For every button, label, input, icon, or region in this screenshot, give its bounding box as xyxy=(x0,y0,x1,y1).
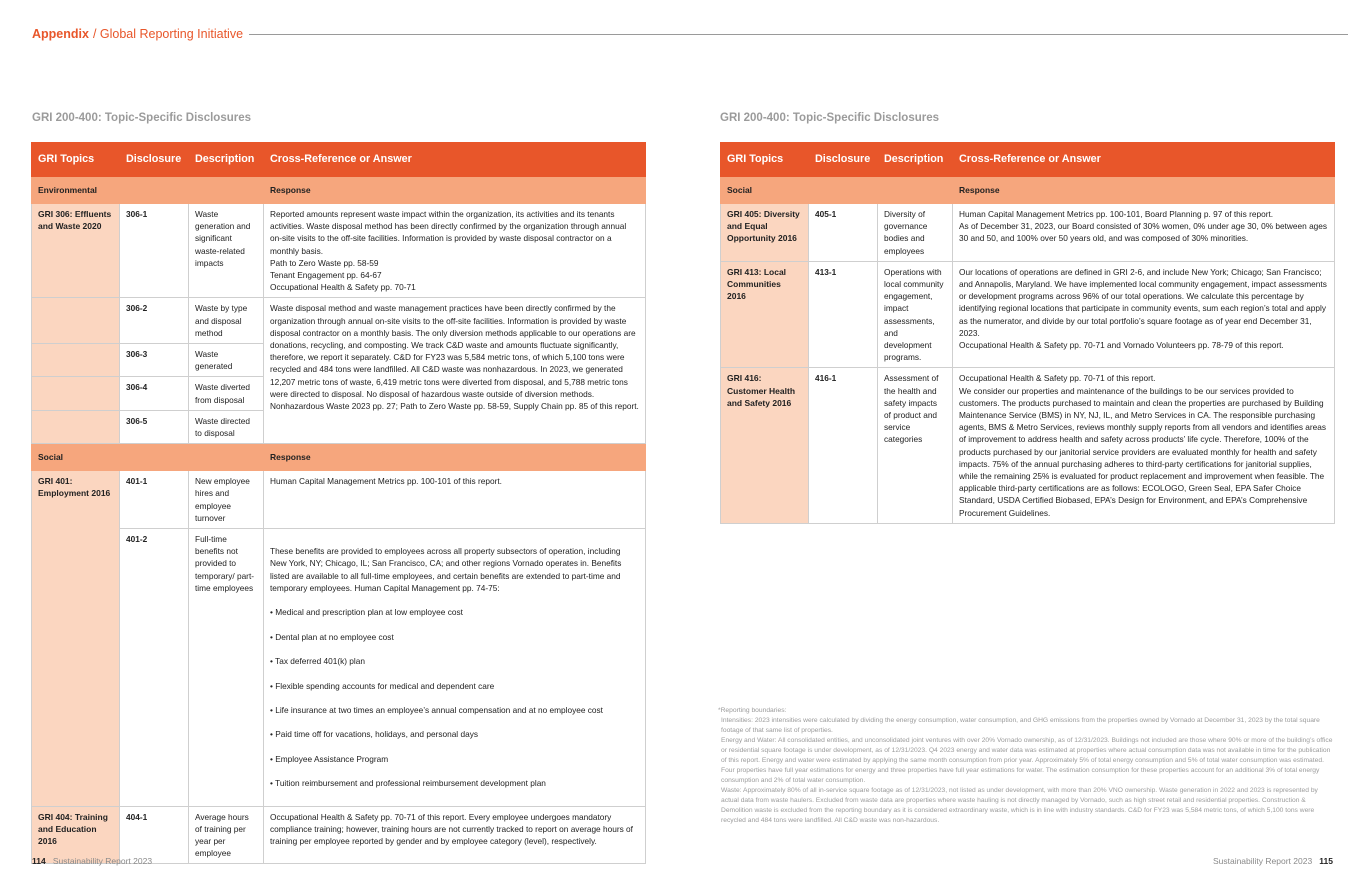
section-label: Environmental xyxy=(32,177,264,204)
column-header: GRI Topics xyxy=(32,143,120,177)
disclosure-code: 413-1 xyxy=(809,261,878,368)
topic-gri-405: GRI 405: Diversity and Equal Opportunity 2016 xyxy=(721,204,809,262)
disclosure-description: New employee hires and employee turnover xyxy=(189,471,264,529)
column-header: Cross-Reference or Answer xyxy=(264,143,646,177)
benefit-bullet: • Life insurance at two times an employee’s annual compensation and at no employee cost xyxy=(270,704,603,715)
benefit-bullet: • Flexible spending accounts for medical and dependent care xyxy=(270,680,495,691)
benefit-bullet: • Dental plan at no employee cost xyxy=(270,631,394,642)
table-row xyxy=(32,204,646,298)
disclosure-answer: Waste disposal method and waste management practices have been directly confirmed by the organization through annual on-site visits to the off-site facilities. Information is provided by waste disposal contractor on a monthly basis. The only diversion methods applicable to our operations are donations, recycling, and composting. We track C&D waste and amounts fluctuate significantly, therefore, we report it separately. C&D for FY23 was 5,584 metric tons, of which 5,100 tons were recycled and 484 tons were landfilled. All C&D waste was nonhazardous. In 2023, we generated 12,207 metric tons of waste, 6,419 metric tons were diverted from disposal, and 5,788 metric tons were directed to disposal. No disposal of hazardous waste outside of diversion methods. Nonhazardous Waste 2023 pp. 27; Path to Zero Waste pp. 58-59, Supply Chain pp. 85 of this report. xyxy=(264,298,646,444)
table-header-row xyxy=(721,143,1335,177)
response-label: Response xyxy=(264,177,646,204)
column-header: Disclosure xyxy=(120,143,189,177)
column-header: Description xyxy=(878,143,953,177)
header-divider xyxy=(249,34,1348,35)
footnote-intensities: Intensities: 2023 intensities were calculated by dividing the energy consumption, water consumption, and GHG emissions from the properties owned by Vornado at December 31, 2023 by the total square footage of that same list of properties. xyxy=(721,717,1320,734)
disclosure-code: 306-3 xyxy=(120,344,189,377)
report-title: Sustainability Report 2023 xyxy=(52,856,153,866)
footnote-waste: Waste: Approximately 80% of all in-service square footage as of 12/31/2023, not listed as under development, with more than 20% VNO ownership. Waste generation in 2022 and 2023 is represented by actual data from waste haulers. Excluded from waste data are properties where waste hauling is not directly managed by Vornado, such as high street retail and residential properties. Construction & Demolition waste is excluded from the reporting boundary as it is considered extraordinary waste, which is in line with industry standards. C&D for FY23 was 5,584 metric tons, of which 5,100 tons were recycled and 484 tons were landfilled. All C&D waste was non-hazardous. xyxy=(721,787,1318,824)
topic-gri-413: GRI 413: Local Communities 2016 xyxy=(721,261,809,368)
answer-intro: These benefits are provided to employees across all property subsectors of operation, including New York, NY; Chicago, IL; San Francisco, CA; and other regions Vornado operates in. Benefits listed are available to all full-time employees, and certain benefits are extended to part-time and temporary employees. Human Capital Management pp. 74-75: xyxy=(270,546,622,593)
left-disclosure-table xyxy=(31,142,646,864)
disclosure-code: 416-1 xyxy=(809,368,878,523)
disclosure-description: Full-time benefits not provided to temporary/ part-time employees xyxy=(189,529,264,806)
section-label: Social xyxy=(721,177,953,204)
table-row xyxy=(721,204,1335,262)
disclosure-answer: Human Capital Management Metrics pp. 100-101, Board Planning p. 97 of this report. As of December 31, 2023, our Board consisted of 30% women, 0% under age 30, 0% between ages 30 and 50, and 100% over 50 years old, and was composed of 30% minorities. xyxy=(953,204,1335,262)
topic-cell-empty xyxy=(32,410,120,443)
disclosure-answer xyxy=(264,529,646,806)
column-header: Description xyxy=(189,143,264,177)
column-header: Disclosure xyxy=(809,143,878,177)
disclosure-description: Diversity of governance bodies and employees xyxy=(878,204,953,262)
disclosure-answer: Occupational Health & Safety pp. 70-71 of this report. We consider our properties and maintenance of the buildings to be our services provided to customers. The products purchased to maintain and clean the properties are purchased by Building Maintenance Service (BMS) in NY, NJ, IL, and Metro Services in CA. The responsible purchasing agents, BMS & Metro Services, reviews monthly supply reports from all vendors and identifies areas of improvement to address health and safety across products’ life cycle. Therefore, 100% of the products purchased by our janitorial service providers are evaluated monthly for health and safety impacts. 75% of the annual purchasing adheres to third-party certifications for janitorial supplies, while the remaining 25% is evaluated for product replacement and improvement when feasible. The applicable third-party certifications are as follows: ECOLOGO, Green Seal, EPA Safer Choice Standard, USDA Certified Biobased, EPA’s Design for Environment, and EPA’s Comprehensive Procurement Guidelines. xyxy=(953,368,1335,523)
report-title: Sustainability Report 2023 xyxy=(1212,856,1313,866)
disclosure-answer: Occupational Health & Safety pp. 70-71 of this report. Every employee undergoes mandatory compliance training; however, training hours are not currently tracked to report on average hours of training per employee reported by gender and by employee category (level), respectively. xyxy=(264,806,646,864)
topic-cell-empty xyxy=(32,344,120,377)
benefit-bullet: • Tuition reimbursement and professional reimbursement development plan xyxy=(270,778,546,789)
section-row-social xyxy=(32,444,646,471)
disclosure-description: Waste generation and significant waste-related impacts xyxy=(189,204,264,298)
topic-gri-416: GRI 416: Customer Health and Safety 2016 xyxy=(721,368,809,523)
reporting-boundaries-footnote xyxy=(718,706,1336,826)
topic-gri-306: GRI 306: Effluents and Waste 2020 xyxy=(32,204,120,298)
left-section-title: GRI 200-400: Topic-Specific Disclosures xyxy=(32,112,252,124)
disclosure-description: Waste generated xyxy=(189,344,264,377)
table-row xyxy=(32,529,646,806)
response-label: Response xyxy=(264,444,646,471)
response-label: Response xyxy=(953,177,1335,204)
disclosure-description: Waste diverted from disposal xyxy=(189,377,264,410)
disclosure-description: Average hours of training per year per employee xyxy=(189,806,264,864)
topic-cell-empty xyxy=(32,377,120,410)
right-page-footer xyxy=(1213,856,1333,866)
column-header: Cross-Reference or Answer xyxy=(953,143,1335,177)
section-row-environmental xyxy=(32,177,646,204)
section-row-social xyxy=(721,177,1335,204)
page-header xyxy=(32,26,1348,42)
disclosure-description: Operations with local community engagement, impact assessments, and development programs. xyxy=(878,261,953,368)
table-row xyxy=(32,471,646,529)
breadcrumb-section: / Global Reporting Initiative xyxy=(92,27,244,41)
right-section-title: GRI 200-400: Topic-Specific Disclosures xyxy=(720,112,940,124)
disclosure-answer: Human Capital Management Metrics pp. 100-101 of this report. xyxy=(264,471,646,529)
disclosure-code: 401-2 xyxy=(120,529,189,806)
disclosure-description: Assessment of the health and safety impacts of product and service categories xyxy=(878,368,953,523)
disclosure-code: 306-2 xyxy=(120,298,189,344)
disclosure-description: Waste by type and disposal method xyxy=(189,298,264,344)
table-row xyxy=(721,368,1335,523)
breadcrumb-appendix[interactable]: Appendix xyxy=(32,27,89,41)
benefit-bullet: • Paid time off for vacations, holidays, and personal days xyxy=(270,729,478,740)
topic-gri-401: GRI 401: Employment 2016 xyxy=(32,471,120,806)
page-number: 114 xyxy=(32,856,46,866)
right-disclosure-table xyxy=(720,142,1335,524)
footnote-title: *Reporting boundaries: xyxy=(718,707,787,714)
table-row xyxy=(32,298,646,344)
benefit-bullet: • Tax deferred 401(k) plan xyxy=(270,656,365,667)
section-label: Social xyxy=(32,444,264,471)
disclosure-code: 404-1 xyxy=(120,806,189,864)
disclosure-answer: Our locations of operations are defined in GRI 2-6, and include New York; Chicago; San Francisco; and Annapolis, Maryland. We have implemented local community engagement, impact assessments or development programs across 96% of our total operations. We calculate this percentage by identifying regional locations that participate in community events, sum each region’s total and apply as the numerator, and divide by our total portfolio’s square footage as of year end December 31, 2023. Occupational Health & Safety pp. 70-71 and Vornado Volunteers pp. 78-79 of this report. xyxy=(953,261,1335,368)
footnote-energy-water: Energy and Water: All consolidated entities, and unconsolidated joint ventures with over 20% Vornado ownership, as of 12/31/2023. Buildings not included are those where 90% or more of the building’s office or residential square footage is under development, as of 12/31/2023. Q4 2023 energy and water data was estimated at properties where actual consumption data was not available in time for the publication of this report. Energy and water were estimated by applying the same month consumption from prior year. Approximately 5% of total energy consumption and 5% of total water consumption was estimated. Four properties have full year estimations for energy and three properties have full year estimations for water. The estimation consumption for these properties account for an additional 3% of total energy consumption and 2% of total water consumption. xyxy=(721,737,1333,784)
topic-cell-empty xyxy=(32,298,120,344)
left-page-footer xyxy=(32,856,152,866)
disclosure-code: 306-5 xyxy=(120,410,189,443)
benefit-bullet: • Medical and prescription plan at low employee cost xyxy=(270,607,463,618)
disclosure-code: 306-1 xyxy=(120,204,189,298)
column-header: GRI Topics xyxy=(721,143,809,177)
table-header-row xyxy=(32,143,646,177)
benefit-bullet: • Employee Assistance Program xyxy=(270,753,389,764)
disclosure-answer: Reported amounts represent waste impact within the organization, its activities and its tenants activities. Waste disposal method has been directly confirmed by the organization through annual on-site visits to the off-site facilities. Information is provided by waste disposal contractor on a monthly basis. Path to Zero Waste pp. 58-59 Tenant Engagement pp. 64-67 Occupational Health & Safety pp. 70-71 xyxy=(264,204,646,298)
topic-gri-404: GRI 404: Training and Education 2016 xyxy=(32,806,120,864)
table-row xyxy=(721,261,1335,368)
disclosure-code: 306-4 xyxy=(120,377,189,410)
page-number: 115 xyxy=(1319,856,1333,866)
disclosure-code: 401-1 xyxy=(120,471,189,529)
disclosure-code: 405-1 xyxy=(809,204,878,262)
disclosure-description: Waste directed to disposal xyxy=(189,410,264,443)
